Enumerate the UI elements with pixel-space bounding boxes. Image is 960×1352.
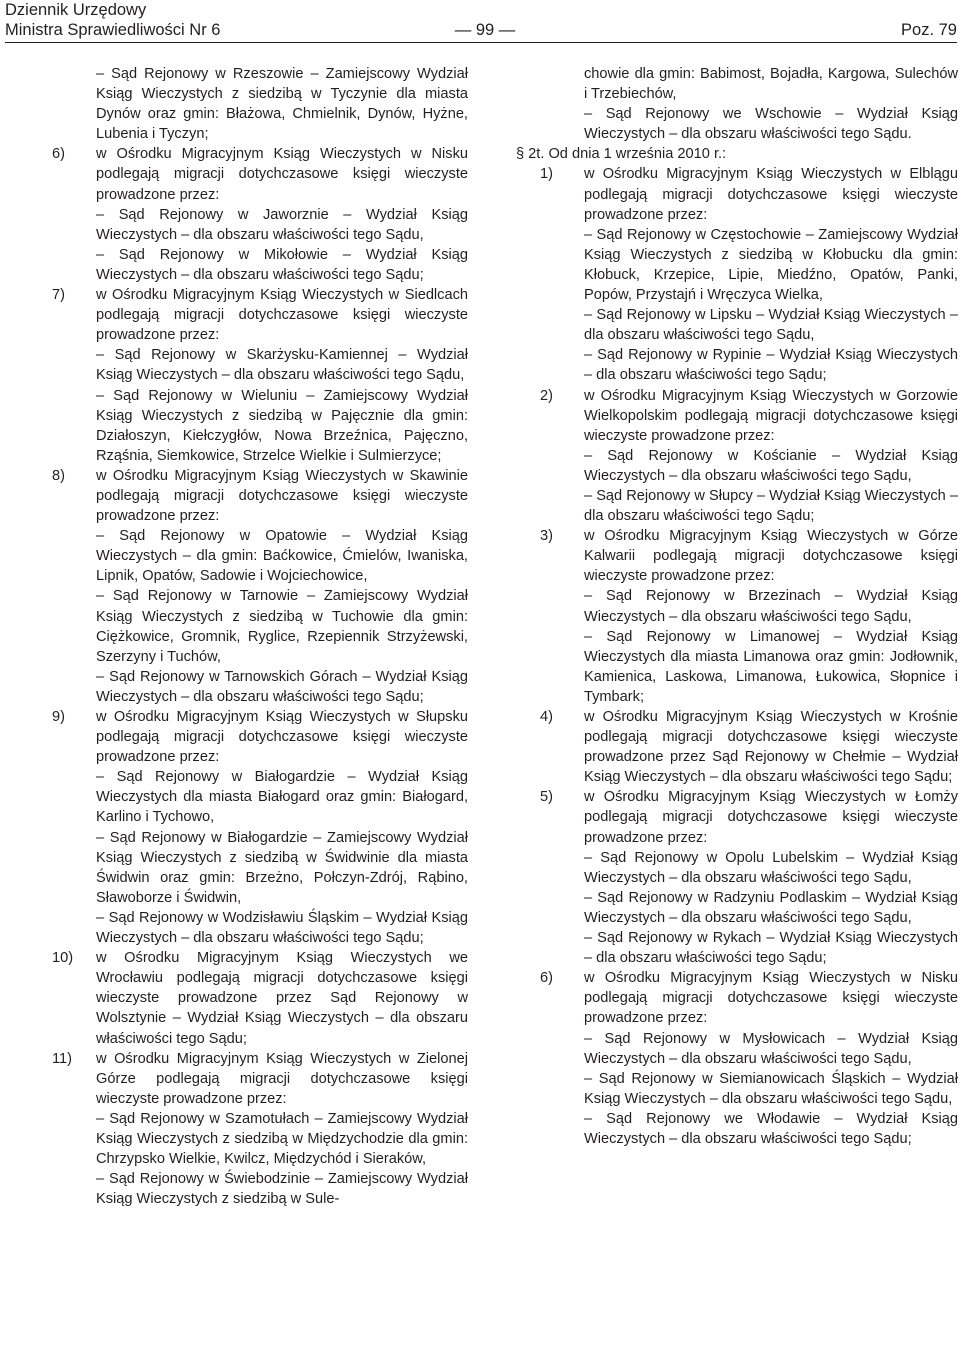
numbered-item: [540, 164, 958, 224]
item-number: 4): [540, 709, 553, 725]
item-number: 5): [540, 789, 553, 806]
item-text: w Ośrodku Migracyjnym Ksiąg Wieczystych w Siedlcach podlegają migracji dotychczasowe księgi wieczyste prowadzone przez:: [96, 287, 468, 344]
court-entry: – Sąd Rejonowy w Rypinie – Wydział Ksiąg Wieczystych – dla obszaru właściwości tego Sądu;: [584, 347, 958, 384]
item-text: w Ośrodku Migracyjnym Ksiąg Wieczystych w Słupsku podlegają migracji dotychczasowe księgi wieczyste prowadzone przez:: [96, 709, 468, 766]
court-entry: – Sąd Rejonowy w Rzeszowie – Zamiejscowy Wydział Ksiąg Wieczystych z siedzibą w Tyczynie dla miasta Dynów oraz gmin: Błażowa, Chmielnik, Dynów, Hyżne, Lubenia i Tyczyn;: [96, 66, 468, 143]
court-entry: – Sąd Rejonowy w Słupcy – Wydział Ksiąg Wieczystych – dla obszaru właściwości tego Sądu;: [584, 487, 958, 525]
journal-title: Dziennik Urzędowy: [5, 1, 147, 19]
item-text: w Ośrodku Migracyjnym Ksiąg Wieczystych w Skawinie podlegają migracji dotychczasowe księgi wieczyste prowadzone przez:: [96, 467, 468, 525]
numbered-item: [52, 144, 468, 204]
court-entry: – Sąd Rejonowy w Skarżysku-Kamiennej – Wydział Ksiąg Wieczystych – dla obszaru właściwości tego Sądu,: [96, 347, 468, 384]
court-entry: – Sąd Rejonowy w Wodzisławiu Śląskim – Wydział Ksiąg Wieczystych – dla obszaru właściwości tego Sądu;: [96, 909, 468, 947]
court-entry: – Sąd Rejonowy w Opatowie – Wydział Ksiąg Wieczystych – dla gmin: Baćkowice, Ćmielów, Iwaniska, Lipnik, Opatów, Sadowie i Wojciechowice,: [96, 528, 468, 585]
court-entry: – Sąd Rejonowy w Siemianowicach Śląskich – Wydział Ksiąg Wieczystych – dla obszaru właściwości tego Sądu,: [584, 1070, 958, 1107]
numbered-item: [52, 285, 468, 345]
page-number: — 99 —: [454, 21, 516, 39]
numbered-item: [540, 787, 958, 847]
court-entry: – Sąd Rejonowy w Wieluniu – Zamiejscowy Wydział Ksiąg Wieczystych z siedzibą w Pajęcznie dla gmin: Działoszyn, Kiełczygłów, Nowa Brzeźnica, Pajęczno, Rząśnia, Siemkowice, Strzelce Wielkie i Sulmierzyce;: [96, 387, 468, 464]
court-entry: – Sąd Rejonowy w Świebodzinie – Zamiejscowy Wydział Ksiąg Wieczystych z siedzibą w Sule-: [96, 1171, 468, 1208]
court-entry: – Sąd Rejonowy w Brzezinach – Wydział Ksiąg Wieczystych – dla obszaru właściwości tego Sądu,: [584, 588, 958, 625]
item-text: w Ośrodku Migracyjnym Ksiąg Wieczystych w Zielonej Górze podlegają migracji dotychczasowe księgi wieczyste prowadzone przez:: [96, 1050, 468, 1107]
right-column: [516, 64, 958, 1149]
court-entry: – Sąd Rejonowy w Białogardzie – Zamiejscowy Wydział Ksiąg Wieczystych z siedzibą w Świdwinie dla miasta Świdwin oraz gmin: Brzeżno, Połczyn-Zdrój, Rąbino, Sławoborze i Świdwin,: [96, 829, 468, 906]
numbered-item: [52, 466, 468, 526]
item-text: w Ośrodku Migracyjnym Ksiąg Wieczystych w Nisku podlegają migracji dotychczasowe księgi wieczyste prowadzone przez:: [96, 146, 468, 203]
numbered-item: [52, 707, 468, 767]
court-entry: – Sąd Rejonowy w Jaworznie – Wydział Ksiąg Wieczystych – dla obszaru właściwości tego Sądu,: [96, 206, 468, 243]
item-number: 7): [52, 287, 65, 304]
item-number: 11): [52, 1050, 73, 1067]
numbered-item: [540, 707, 958, 787]
numbered-item: [540, 526, 958, 586]
court-entry: – Sąd Rejonowy w Kościanie – Wydział Ksiąg Wieczystych – dla obszaru właściwości tego Sądu,: [584, 447, 958, 484]
court-entry: – Sąd Rejonowy we Włodawie – Wydział Ksiąg Wieczystych – dla obszaru właściwości tego Sądu;: [584, 1110, 958, 1147]
journal-issue: Ministra Sprawiedliwości Nr 6: [5, 21, 221, 39]
court-entry: – Sąd Rejonowy we Wschowie – Wydział Ksiąg Wieczystych – dla obszaru właściwości tego Sądu.: [584, 106, 958, 143]
position-number: Poz. 79: [901, 21, 957, 39]
item-text: w Ośrodku Migracyjnym Ksiąg Wieczystych w Łomży podlegają migracji dotychczasowe księgi wieczyste prowadzone przez:: [584, 789, 958, 846]
item-text: w Ośrodku Migracyjnym Ksiąg Wieczystych w Krośnie podlegają migracji dotychczasowe księgi wieczyste prowadzone przez Sąd Rejonowy w Chełmie – Wydział Ksiąg Wieczystych – dla obszaru właściwości tego Sądu;: [584, 709, 958, 786]
left-column: [52, 64, 468, 1209]
item-number: 3): [540, 528, 553, 545]
court-entry: – Sąd Rejonowy w Lipsku – Wydział Ksiąg Wieczystych – dla obszaru właściwości tego Sądu,: [584, 307, 958, 344]
item-text: w Ośrodku Migracyjnym Ksiąg Wieczystych w Nisku podlegają migracji dotychczasowe księgi wieczyste prowadzone przez:: [584, 970, 958, 1027]
numbered-item: [540, 386, 958, 446]
item-text: w Ośrodku Migracyjnym Ksiąg Wieczystych w Gorzowie Wielkopolskim podlegają migracji dotychczasowe księgi wieczyste prowadzone przez:: [584, 387, 958, 444]
continued-text: chowie dla gmin: Babimost, Bojadła, Kargowa, Sulechów i Trzebiechów,: [584, 66, 958, 103]
item-number: 6): [52, 146, 65, 163]
header-rule: [5, 42, 957, 43]
court-entry: – Sąd Rejonowy w Rykach – Wydział Ksiąg Wieczystych – dla obszaru właściwości tego Sądu;: [584, 930, 958, 967]
item-number: 8): [52, 467, 65, 484]
item-number: 9): [52, 709, 65, 725]
court-entry: – Sąd Rejonowy w Białogardzie – Wydział Ksiąg Wieczystych dla miasta Białogard oraz gmin: Białogard, Karlino i Tychowo,: [96, 769, 468, 826]
item-number: 1): [540, 166, 553, 183]
item-number: 2): [540, 387, 553, 404]
court-entry: – Sąd Rejonowy w Tarnowskich Górach – Wydział Ksiąg Wieczystych – dla obszaru właściwości tego Sądu;: [96, 668, 468, 705]
numbered-item: [52, 948, 468, 1048]
court-entry: – Sąd Rejonowy w Limanowej – Wydział Ksiąg Wieczystych dla miasta Limanowa oraz gmin: Jodłownik, Kamienica, Laskowa, Limanowa, Łukowica, Słopnice i Tymbark;: [584, 628, 958, 705]
court-entry: – Sąd Rejonowy w Radzyniu Podlaskim – Wydział Ksiąg Wieczystych – dla obszaru właściwości tego Sądu,: [584, 889, 958, 926]
court-entry: – Sąd Rejonowy w Szamotułach – Zamiejscowy Wydział Ksiąg Wieczystych z siedzibą w Międzychodzie dla gmin: Chrzypsko Wielkie, Kwilcz, Międzychód i Sieraków,: [96, 1110, 468, 1168]
numbered-item: [52, 1049, 468, 1109]
item-text: w Ośrodku Migracyjnym Ksiąg Wieczystych w Górze Kalwarii podlegają migracji dotychczasowe księgi wieczyste prowadzone przez:: [584, 528, 958, 585]
item-text: w Ośrodku Migracyjnym Ksiąg Wieczystych we Wrocławiu podlegają migracji dotychczasowe księgi wieczyste prowadzone przez Sąd Rejonowy w Wolsztynie – Wydział Ksiąg Wieczystych – dla obszaru właściwości tego Sądu;: [96, 950, 468, 1047]
item-text: w Ośrodku Migracyjnym Ksiąg Wieczystych w Elblągu podlegają migracji dotychczasowe księgi wieczyste prowadzone przez:: [584, 166, 958, 223]
court-entry: – Sąd Rejonowy w Mikołowie – Wydział Ksiąg Wieczystych – dla obszaru właściwości tego Sądu;: [96, 246, 468, 283]
item-number: 6): [540, 970, 553, 987]
section-heading: § 2t. Od dnia 1 września 2010 r.:: [516, 146, 727, 163]
court-entry: – Sąd Rejonowy w Tarnowie – Zamiejscowy Wydział Ksiąg Wieczystych z siedzibą w Tuchowie dla gmin: Ciężkowice, Gromnik, Ryglice, Rzepiennik Strzyżewski, Szerzyny i Tuchów,: [96, 588, 468, 665]
page-header: [5, 0, 957, 42]
court-entry: – Sąd Rejonowy w Częstochowie – Zamiejscowy Wydział Ksiąg Wieczystych z siedzibą w Kłobucku dla gmin: Kłobuck, Krzepice, Lipie, Miedźno, Opatów, Panki, Popów, Przystajń i Wręczyca Wielka,: [584, 226, 958, 304]
court-entry: – Sąd Rejonowy w Mysłowicach – Wydział Ksiąg Wieczystych – dla obszaru właściwości tego Sądu,: [584, 1030, 958, 1067]
numbered-item: [540, 968, 958, 1028]
court-entry: – Sąd Rejonowy w Opolu Lubelskim – Wydział Ksiąg Wieczystych – dla obszaru właściwości tego Sądu,: [584, 849, 958, 886]
item-number: 10): [52, 950, 74, 967]
